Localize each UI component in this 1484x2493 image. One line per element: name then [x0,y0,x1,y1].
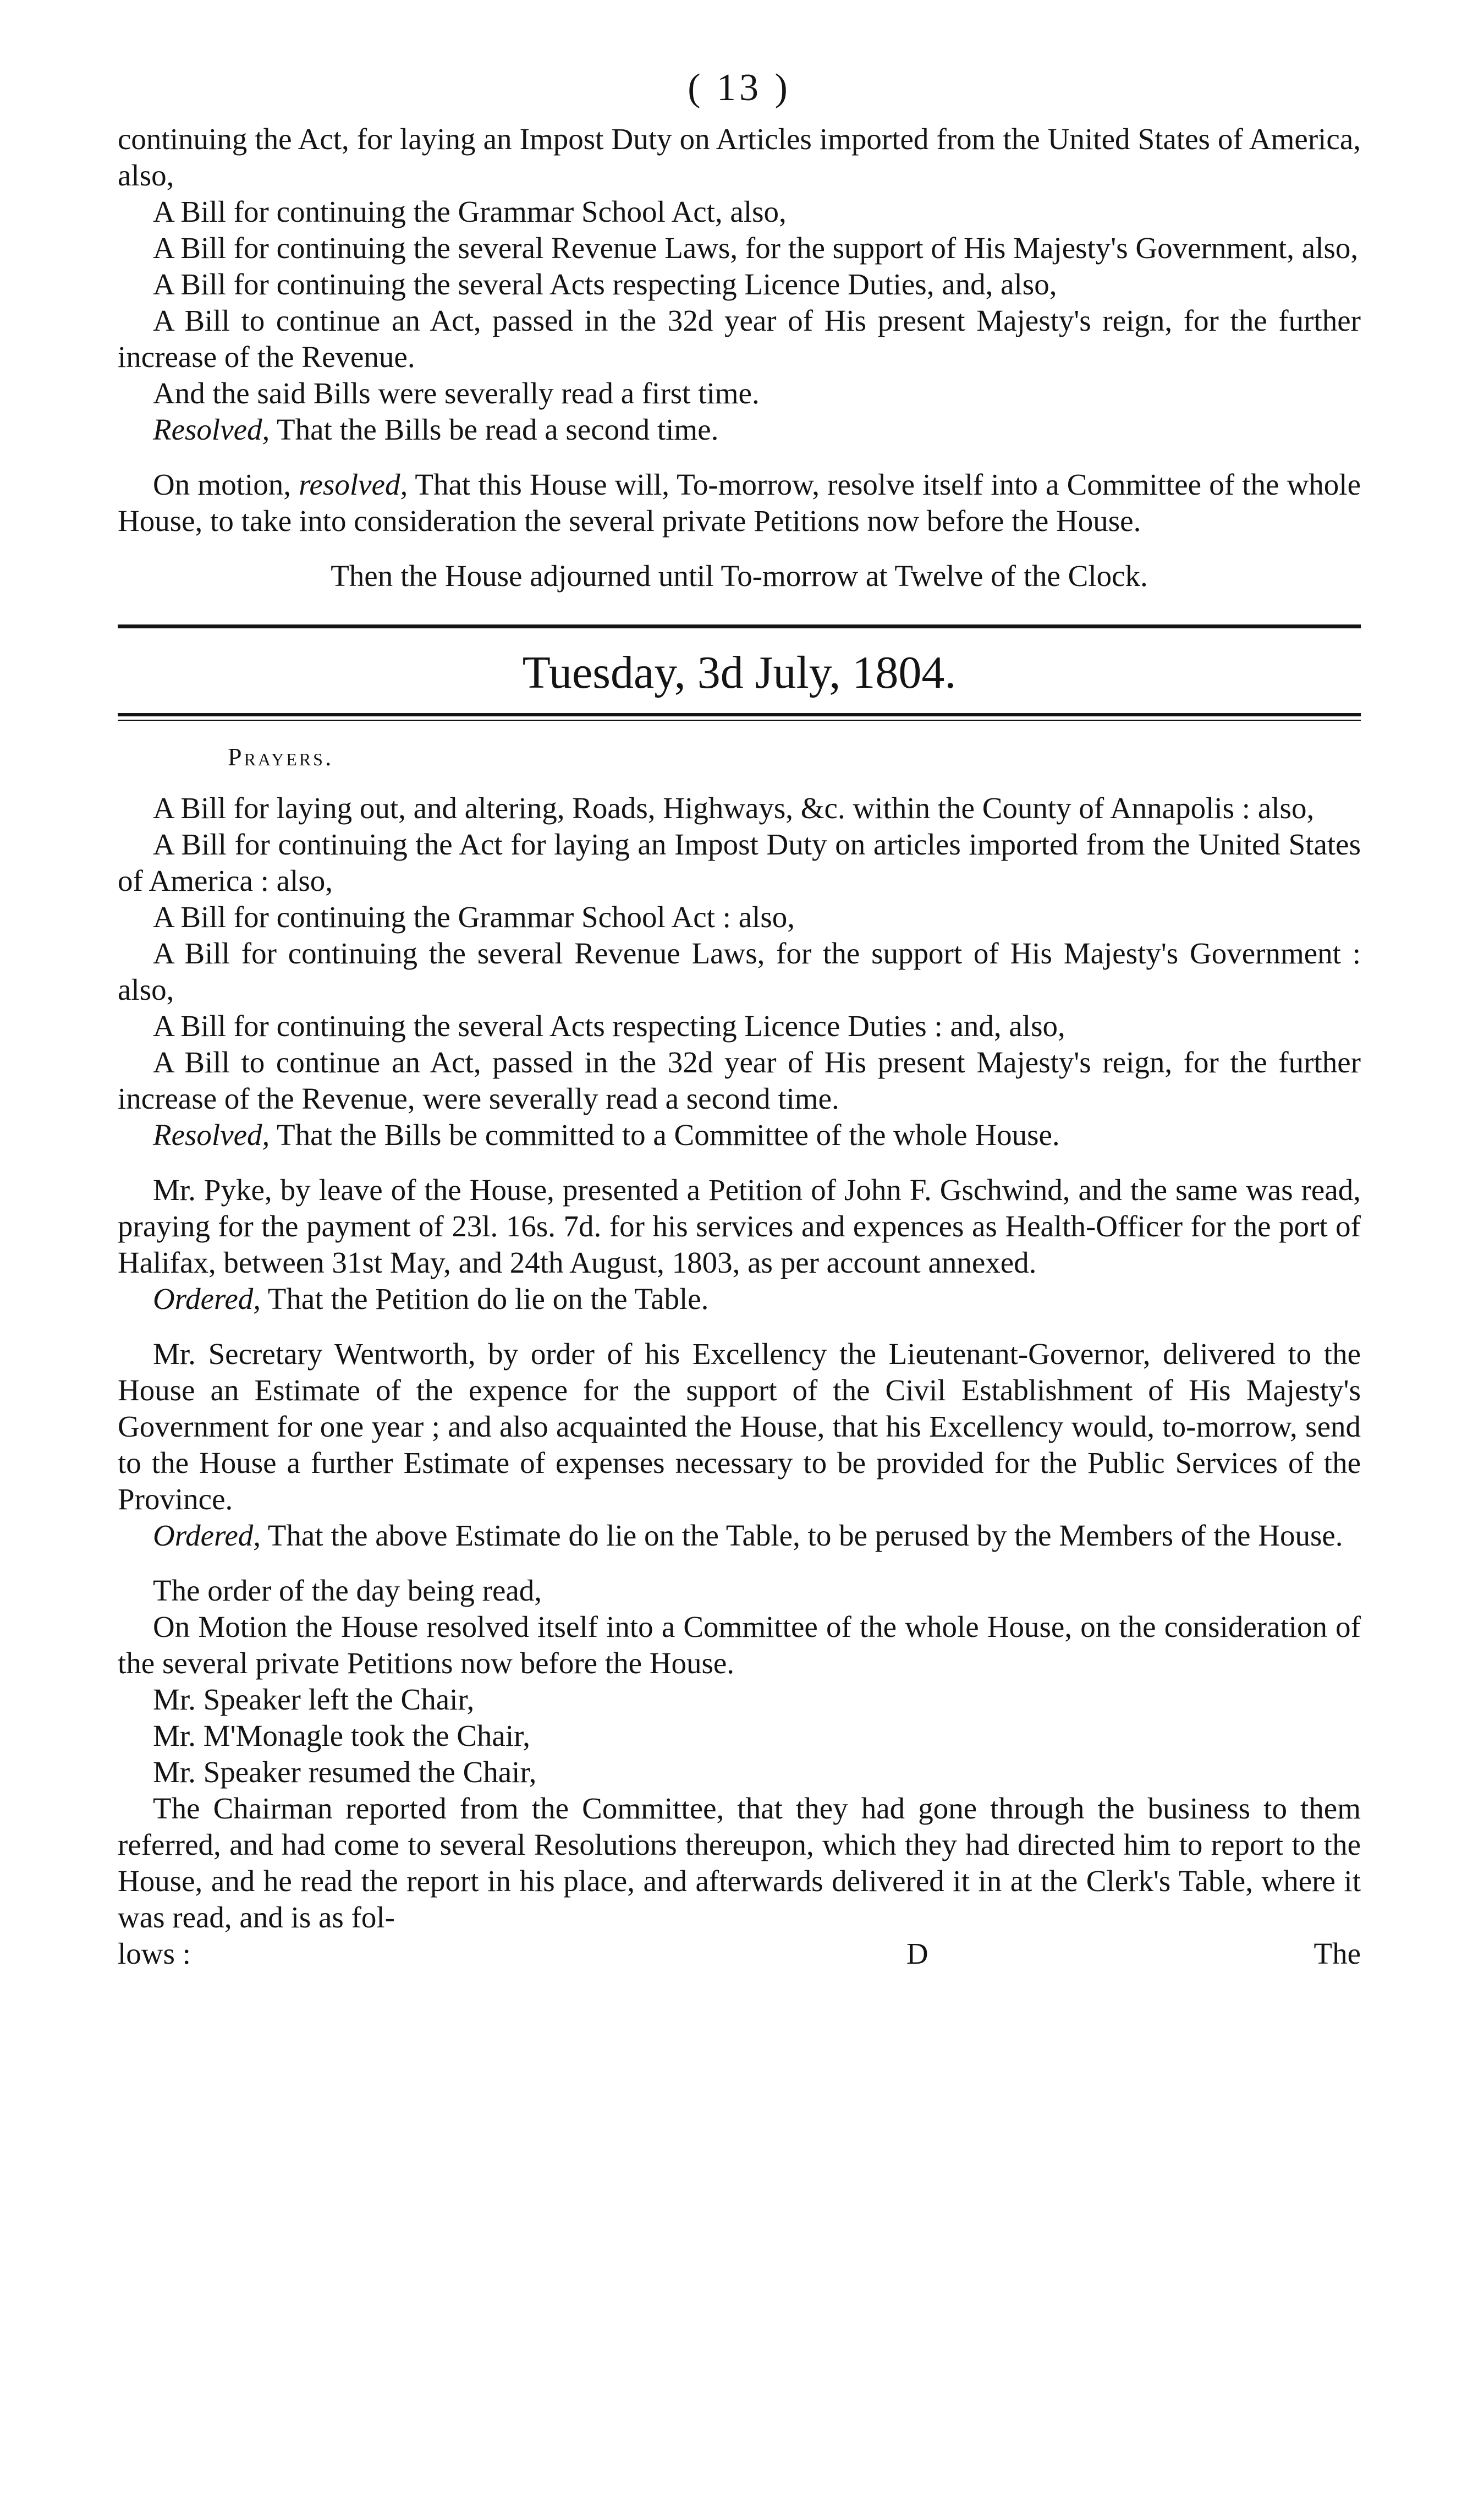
text-paragraph: Mr. Speaker left the Chair, [153,1683,475,1716]
text-paragraph: On Motion the House resolved itself into a Committee of the whole House, on the consideration of the several private Petitions now before the House. [118,1610,1361,1680]
motion-intro: On motion, [153,468,299,501]
text-paragraph: A Bill for continuing the several Acts respecting Licence Duties, and, also, [153,267,1057,301]
ordered-label: Ordered, [153,1282,261,1316]
motion-paragraph [118,467,1361,539]
text-paragraph: A Bill for continuing the Grammar School Act : also, [153,900,795,934]
petition-paragraph: Mr. Pyke, by leave of the House, presented a Petition of John F. Gschwind, and the same was read, praying for the payment of 23l. 16s. 7d. for his services and expences as Health-Officer for the port of Halifax, between 31st May, and 24th August, 1803, as per account annexed. [118,1173,1361,1279]
text-paragraph: A Bill for continuing the Grammar School Act, also, [153,195,787,228]
section-divider [118,713,1361,721]
prayers-heading: Prayers. [228,743,334,771]
resolution-paragraph [118,1117,1361,1153]
text-paragraph: And the said Bills were severally read a first time. [153,376,760,410]
text-paragraph: A Bill to continue an Act, passed in the 32d year of His present Majesty's reign, for the further increase of the Revenue. [118,304,1361,374]
resolved-label: Resolved, [153,1118,270,1152]
ordered-label: Ordered, [153,1519,261,1552]
text-paragraph: A Bill for laying out, and altering, Roads, Highways, &c. within the County of Annapolis : also, [153,791,1315,825]
text-paragraph: A Bill for continuing the several Acts respecting Licence Duties : and, also, [153,1009,1065,1043]
text-paragraph: A Bill for continuing the several Revenue Laws, for the support of His Majesty's Government : also, [118,936,1361,1006]
text-paragraph: continuing the Act, for laying an Impost Duty on Articles imported from the United States of America, also, [118,122,1361,192]
text-paragraph: A Bill for continuing the Act for laying an Impost Duty on articles imported from the United States of America : also, [118,828,1361,897]
continuation-text: lows : [118,1937,191,1970]
signature-mark: D [906,1937,928,1970]
text-paragraph: Mr. M'Monagle took the Chair, [153,1719,530,1752]
resolved-label: Resolved, [153,413,270,446]
page-number: ( 13 ) [688,67,791,109]
catchword: The [1313,1937,1361,1970]
resolution-text: That the Bills be committed to a Committee of the whole House. [270,1118,1060,1152]
resolution-paragraph [118,412,1361,448]
order-text: That the Petition do lie on the Table. [261,1282,709,1316]
order-paragraph [118,1517,1361,1554]
text-paragraph: A Bill for continuing the several Revenue Laws, for the support of His Majesty's Government, also, [153,231,1359,265]
text-paragraph: The order of the day being read, [153,1574,542,1607]
adjournment-line: Then the House adjourned until To-morrow at Twelve of the Clock. [331,559,1148,593]
date-heading: Tuesday, 3d July, 1804. [522,647,957,698]
section-divider [118,624,1361,628]
order-paragraph [118,1281,1361,1317]
order-text: That the above Estimate do lie on the Table, to be perused by the Members of the House. [261,1519,1343,1552]
resolution-text: That the Bills be read a second time. [270,413,719,446]
text-paragraph: A Bill to continue an Act, passed in the 32d year of His present Majesty's reign, for the further increase of the Revenue, were severally read a second time. [118,1045,1361,1115]
document-page [118,66,1361,2421]
page-footer [118,1936,1361,1972]
text-paragraph: Mr. Speaker resumed the Chair, [153,1755,537,1789]
motion-text: That this House will, To-morrow, resolve itself into a Committee of the whole House, to take into consideration the several private Petitions now before the House. [118,468,1361,538]
estimate-paragraph: Mr. Secretary Wentworth, by order of his Excellency the Lieutenant-Governor, delivered to the House an Estimate of the expence for the support of the Civil Establishment of His Majesty's Government for one year ; and also acquainted the House, that his Excellency would, to-morrow, send to the House a further Estimate of expenses necessary to be provided for the Public Services of the Province. [118,1337,1361,1516]
report-paragraph: The Chairman reported from the Committee, that they had gone through the business to them referred, and had come to several Resolutions thereupon, which they had directed him to report to the House, and he read the report in his place, and afterwards delivered it in at the Clerk's Table, where it was read, and is as fol- [118,1791,1361,1934]
resolved-label: resolved, [299,468,408,501]
